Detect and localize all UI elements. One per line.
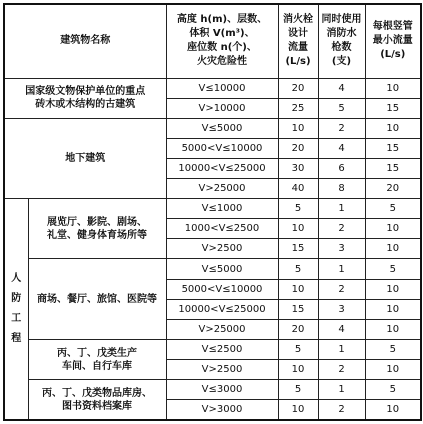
- civil-defense-char: 防: [11, 293, 22, 305]
- nozzle-count-cell: 8: [318, 179, 365, 199]
- header-line: (L/s): [380, 49, 406, 61]
- condition-cell: V>2500: [166, 239, 278, 259]
- hydrant-flow-table-sheet: [3, 3, 420, 421]
- table-row: [4, 78, 421, 98]
- table-row: [4, 259, 421, 279]
- design-flow-cell: 20: [278, 138, 318, 158]
- condition-cell: V>25000: [166, 179, 278, 199]
- condition-cell: V≤1000: [166, 199, 278, 219]
- building-name-line: 国家级文物保护单位的重点: [25, 86, 146, 98]
- building-name: [4, 78, 166, 118]
- header-line: 高度 h(m)、层数、: [176, 14, 268, 26]
- nozzle-count-cell: 1: [318, 339, 365, 359]
- header-design-flow: [278, 4, 318, 78]
- header-line: 座位数 n(个)、: [187, 42, 257, 54]
- civil-defense-label: [4, 199, 28, 420]
- riser-min-flow-cell: 10: [365, 400, 421, 420]
- design-flow-cell: 10: [278, 400, 318, 420]
- nozzle-count-cell: 1: [318, 259, 365, 279]
- nozzle-count-cell: 5: [318, 98, 365, 118]
- riser-min-flow-cell: 10: [365, 360, 421, 380]
- table-row: [4, 380, 421, 400]
- condition-cell: V≤3000: [166, 380, 278, 400]
- building-name-line: 图书资料档案库: [62, 400, 132, 412]
- nozzle-count-cell: 2: [318, 279, 365, 299]
- header-building-name: [4, 4, 166, 78]
- building-name-line: 砖木或木结构的古建筑: [35, 99, 136, 111]
- building-name: [28, 259, 166, 339]
- building-name: [28, 380, 166, 420]
- riser-min-flow-cell: 20: [365, 179, 421, 199]
- design-flow-cell: 5: [278, 339, 318, 359]
- condition-cell: V>25000: [166, 319, 278, 339]
- header-line: 枪数: [331, 42, 352, 54]
- table-row: [4, 199, 421, 219]
- hydrant-flow-table: [3, 3, 422, 421]
- building-name-line: 礼堂、健身体育场所等: [47, 229, 147, 241]
- header-riser-min-flow: [365, 4, 421, 78]
- building-name-line: 展览厅、影院、剧场、: [47, 216, 147, 228]
- header-line: 流量: [288, 42, 308, 54]
- header-line: (支): [331, 56, 352, 68]
- condition-cell: 1000<V≤2500: [166, 219, 278, 239]
- civil-defense-char: 人: [11, 273, 22, 285]
- condition-cell: V≤2500: [166, 339, 278, 359]
- condition-cell: 10000<V≤25000: [166, 299, 278, 319]
- nozzle-count-cell: 3: [318, 239, 365, 259]
- building-name-line: 车间、自行车库: [62, 360, 132, 372]
- condition-cell: 5000<V≤10000: [166, 279, 278, 299]
- header-row: [4, 4, 421, 78]
- design-flow-cell: 10: [278, 279, 318, 299]
- design-flow-cell: 15: [278, 239, 318, 259]
- nozzle-count-cell: 2: [318, 219, 365, 239]
- nozzle-count-cell: 6: [318, 158, 365, 178]
- building-name-line: 丙、丁、戊类生产: [57, 347, 137, 359]
- design-flow-cell: 10: [278, 118, 318, 138]
- condition-cell: V>10000: [166, 98, 278, 118]
- design-flow-cell: 5: [278, 259, 318, 279]
- header-line: 最小流量: [372, 35, 413, 47]
- header-line: 消火栓: [283, 14, 313, 26]
- riser-min-flow-cell: 10: [365, 319, 421, 339]
- riser-min-flow-cell: 15: [365, 158, 421, 178]
- building-name-line: 地下建筑: [65, 152, 106, 164]
- design-flow-cell: 40: [278, 179, 318, 199]
- design-flow-cell: 20: [278, 319, 318, 339]
- riser-min-flow-cell: 10: [365, 299, 421, 319]
- header-nozzle-count: [318, 4, 365, 78]
- condition-cell: V≤10000: [166, 78, 278, 98]
- condition-cell: V>2500: [166, 360, 278, 380]
- condition-cell: V≤5000: [166, 118, 278, 138]
- nozzle-count-cell: 2: [318, 400, 365, 420]
- building-name-line: 商场、餐厅、旅馆、医院等: [37, 293, 157, 305]
- riser-min-flow-cell: 10: [365, 239, 421, 259]
- design-flow-cell: 10: [278, 219, 318, 239]
- building-name-line: 丙、丁、戊类物品库房、: [42, 387, 152, 399]
- riser-min-flow-cell: 5: [365, 380, 421, 400]
- riser-min-flow-cell: 5: [365, 199, 421, 219]
- design-flow-cell: 5: [278, 380, 318, 400]
- building-name: [28, 199, 166, 259]
- nozzle-count-cell: 4: [318, 78, 365, 98]
- nozzle-count-cell: 1: [318, 380, 365, 400]
- design-flow-cell: 20: [278, 78, 318, 98]
- civil-defense-char: 工: [11, 313, 22, 325]
- table-body: [4, 78, 421, 420]
- riser-min-flow-cell: 10: [365, 279, 421, 299]
- header-line: (L/s): [285, 56, 311, 68]
- header-line: 体积 V(m³)、: [189, 28, 255, 40]
- building-name: [28, 339, 166, 379]
- riser-min-flow-cell: 10: [365, 78, 421, 98]
- design-flow-cell: 10: [278, 360, 318, 380]
- nozzle-count-cell: 4: [318, 319, 365, 339]
- header-line: 建筑物名称: [60, 35, 111, 47]
- nozzle-count-cell: 1: [318, 199, 365, 219]
- condition-cell: 10000<V≤25000: [166, 158, 278, 178]
- civil-defense-char: 程: [11, 333, 22, 345]
- table-row: [4, 118, 421, 138]
- design-flow-cell: 30: [278, 158, 318, 178]
- nozzle-count-cell: 3: [318, 299, 365, 319]
- header-condition: [166, 4, 278, 78]
- nozzle-count-cell: 2: [318, 360, 365, 380]
- table-row: [4, 339, 421, 359]
- condition-cell: V≤5000: [166, 259, 278, 279]
- riser-min-flow-cell: 15: [365, 138, 421, 158]
- riser-min-flow-cell: 10: [365, 219, 421, 239]
- riser-min-flow-cell: 10: [365, 118, 421, 138]
- header-line: 火灾危险性: [197, 56, 247, 68]
- condition-cell: 5000<V≤10000: [166, 138, 278, 158]
- nozzle-count-cell: 4: [318, 138, 365, 158]
- header-line: 设计: [288, 28, 308, 40]
- riser-min-flow-cell: 5: [365, 259, 421, 279]
- design-flow-cell: 15: [278, 299, 318, 319]
- building-name: [4, 118, 166, 198]
- header-line: 每根竖管: [372, 21, 413, 33]
- header-line: 同时使用: [321, 14, 362, 26]
- nozzle-count-cell: 2: [318, 118, 365, 138]
- riser-min-flow-cell: 15: [365, 98, 421, 118]
- design-flow-cell: 25: [278, 98, 318, 118]
- header-line: 消防水: [326, 28, 357, 40]
- design-flow-cell: 5: [278, 199, 318, 219]
- condition-cell: V>3000: [166, 400, 278, 420]
- riser-min-flow-cell: 5: [365, 339, 421, 359]
